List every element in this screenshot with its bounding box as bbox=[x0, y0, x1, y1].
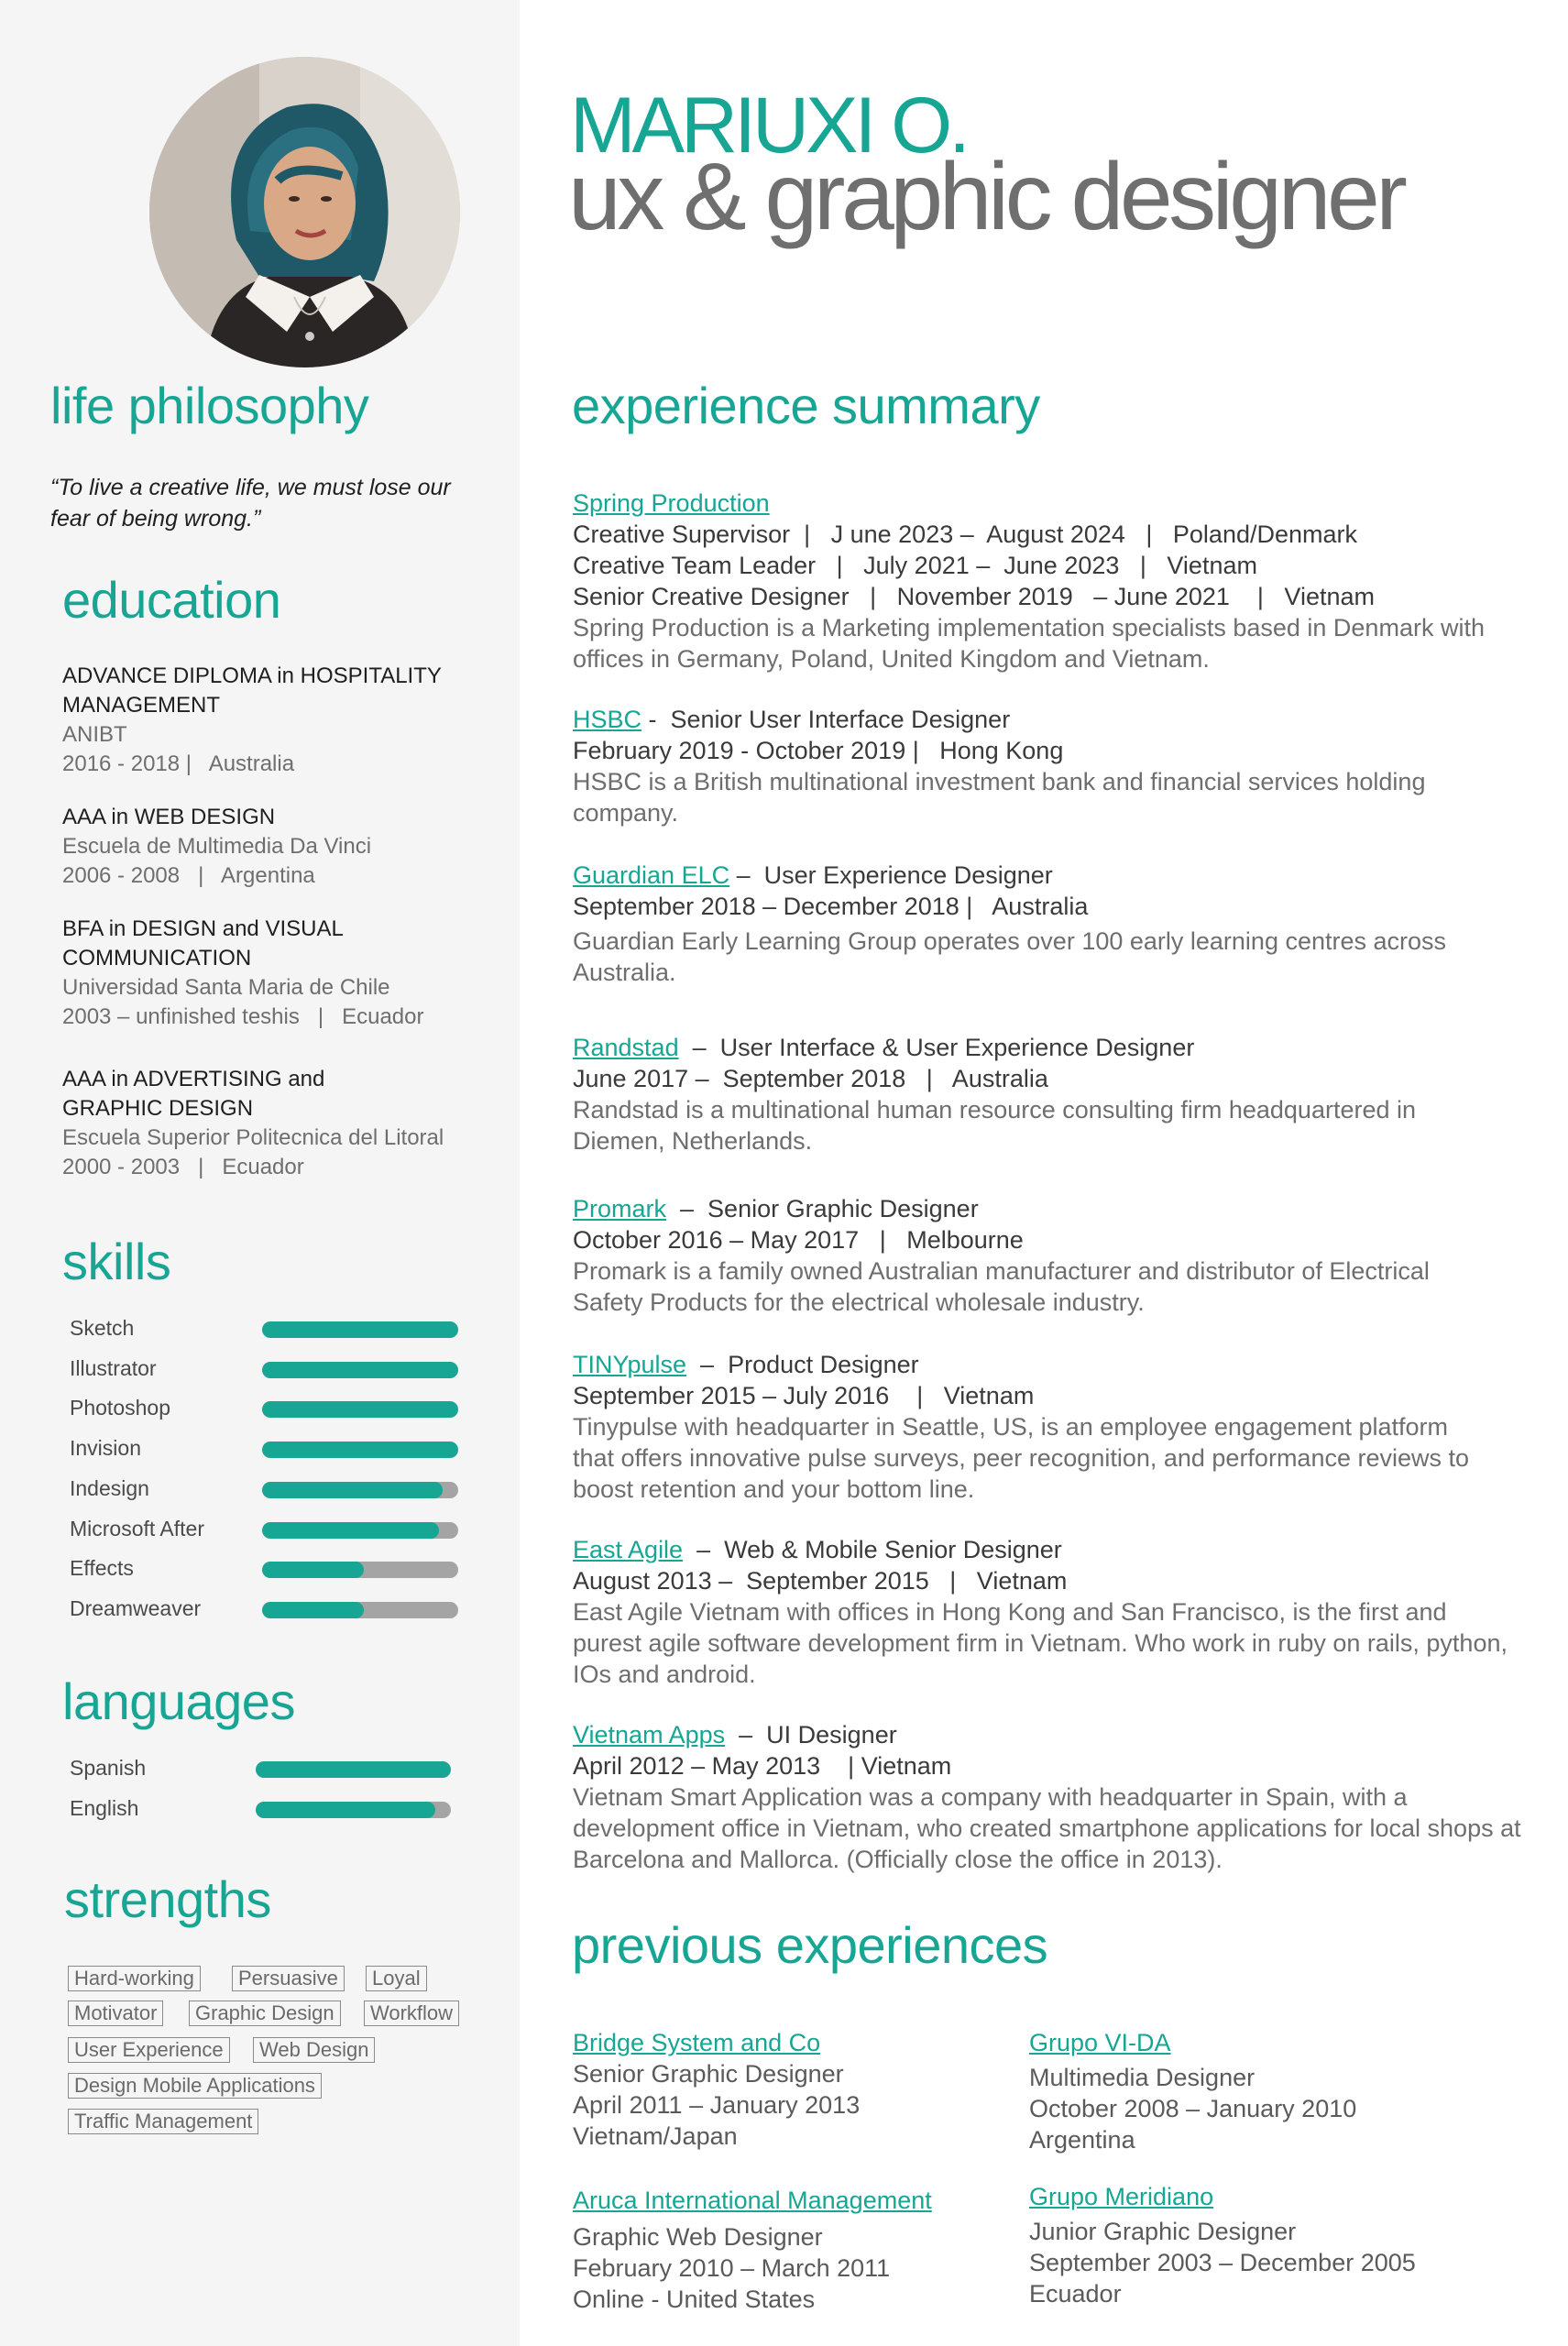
experience-dates: September 2018 – December 2018 | Australia bbox=[573, 893, 1089, 920]
skill-level-bar bbox=[262, 1362, 458, 1378]
education-degree: AAA in WEB DESIGN bbox=[62, 805, 276, 829]
previous-dates: October 2008 – January 2010 bbox=[1029, 2095, 1357, 2122]
previous-item bbox=[1029, 2027, 1487, 2155]
strength-tag: Motivator bbox=[68, 2001, 163, 2026]
previous-heading: previous experiences bbox=[572, 1916, 1048, 1974]
experience-description: Randstad is a multinational human resource consulting firm headquartered in Diemen, Netherlands. bbox=[573, 1096, 1417, 1155]
education-dates: 2003 – unfinished teshis | Ecuador bbox=[62, 1004, 424, 1029]
education-item bbox=[62, 803, 493, 891]
strength-tag: Web Design bbox=[253, 2037, 375, 2063]
company-link[interactable]: Guardian ELC bbox=[573, 861, 730, 889]
education-school: Universidad Santa Maria de Chile bbox=[62, 975, 390, 1000]
experience-heading: experience summary bbox=[572, 377, 1040, 434]
previous-item bbox=[573, 2185, 1031, 2315]
experience-dates: April 2012 – May 2013 | Vietnam bbox=[573, 1752, 952, 1780]
experience-dates: June 2017 – September 2018 | Australia bbox=[573, 1065, 1048, 1092]
experience-description: Spring Production is a Marketing implementation specialists based in Denmark with offices in Germany, Poland, United Kingdom and Vietnam. bbox=[573, 614, 1485, 673]
education-degree: BFA in DESIGN and VISUAL COMMUNICATION bbox=[62, 916, 343, 970]
company-link[interactable]: TINYpulse bbox=[573, 1351, 687, 1378]
skill-level-bar bbox=[262, 1602, 458, 1618]
experience-item bbox=[573, 1032, 1526, 1157]
company-link[interactable]: East Agile bbox=[573, 1536, 684, 1563]
skill-level-bar bbox=[262, 1321, 458, 1338]
company-link[interactable]: Vietnam Apps bbox=[573, 1721, 726, 1749]
strength-tag: Graphic Design bbox=[189, 2001, 341, 2026]
skill-label: Invision bbox=[70, 1436, 141, 1460]
education-dates: 2000 - 2003 | Ecuador bbox=[62, 1155, 304, 1179]
previous-place: Argentina bbox=[1029, 2126, 1135, 2154]
language-label: English bbox=[70, 1796, 139, 1820]
company-link[interactable]: Aruca International Management bbox=[573, 2187, 932, 2214]
strength-tag: Workflow bbox=[364, 2001, 459, 2026]
experience-item bbox=[573, 1534, 1526, 1690]
company-link[interactable]: Bridge System and Co bbox=[573, 2029, 821, 2056]
experience-description: Tinypulse with headquarter in Seattle, US, is an employee engagement platform that offers innovative pulse surveys, peer recognition, and performance reviews to boost retention and your bottom line. bbox=[573, 1413, 1470, 1503]
experience-item bbox=[573, 1719, 1526, 1875]
experience-dates: August 2013 – September 2015 | Vietnam bbox=[573, 1567, 1068, 1595]
education-item bbox=[62, 915, 429, 1032]
experience-position: – User Experience Designer bbox=[729, 861, 1053, 889]
experience-dates: October 2016 – May 2017 | Melbourne bbox=[573, 1226, 1024, 1254]
education-degree: AAA in ADVERTISING and GRAPHIC DESIGN bbox=[62, 1067, 325, 1121]
skill-level-bar bbox=[262, 1562, 458, 1578]
education-item bbox=[62, 1065, 444, 1182]
person-name: MARIUXI O. bbox=[570, 82, 968, 170]
experience-item bbox=[573, 488, 1526, 674]
skill-level-fill bbox=[262, 1321, 458, 1338]
previous-place: Ecuador bbox=[1029, 2280, 1122, 2308]
education-dates: 2006 - 2008 | Argentina bbox=[62, 863, 315, 888]
experience-description: Promark is a family owned Australian manufacturer and distributor of Electrical Safety Products for the electrical wholesale industry. bbox=[573, 1257, 1430, 1316]
previous-dates: February 2010 – March 2011 bbox=[573, 2254, 891, 2282]
previous-place: Vietnam/Japan bbox=[573, 2122, 738, 2150]
languages-heading: languages bbox=[62, 1672, 295, 1730]
experience-position: - Senior User Interface Designer bbox=[641, 706, 1011, 733]
skill-level-fill bbox=[262, 1562, 364, 1578]
strength-tag: Traffic Management bbox=[68, 2109, 258, 2134]
experience-position: – Product Designer bbox=[686, 1351, 919, 1378]
experience-dates: Creative Supervisor | J une 2023 – August 2024 | Poland/Denmark bbox=[573, 521, 1358, 548]
skill-level-fill bbox=[262, 1401, 458, 1418]
education-heading: education bbox=[62, 571, 281, 629]
strength-tag: User Experience bbox=[68, 2037, 230, 2063]
previous-role: Graphic Web Designer bbox=[573, 2223, 823, 2251]
language-level-fill bbox=[256, 1761, 451, 1778]
previous-place: Online - United States bbox=[573, 2286, 816, 2313]
education-degree: ADVANCE DIPLOMA in HOSPITALITY MANAGEMENT bbox=[62, 663, 442, 718]
education-item bbox=[62, 662, 493, 779]
skill-label: Photoshop bbox=[70, 1396, 170, 1420]
strength-tag: Design Mobile Applications bbox=[68, 2073, 322, 2099]
experience-item bbox=[573, 704, 1526, 828]
skill-level-bar bbox=[262, 1401, 458, 1418]
company-link[interactable]: HSBC bbox=[573, 706, 642, 733]
experience-dates: September 2015 – July 2016 | Vietnam bbox=[573, 1382, 1035, 1409]
education-school: ANIBT bbox=[62, 722, 127, 747]
previous-role: Senior Graphic Designer bbox=[573, 2060, 844, 2088]
previous-dates: April 2011 – January 2013 bbox=[573, 2091, 861, 2119]
skill-level-fill bbox=[262, 1442, 458, 1458]
skill-label: Microsoft After bbox=[70, 1517, 204, 1540]
company-link[interactable]: Grupo Meridiano bbox=[1029, 2183, 1214, 2210]
previous-item bbox=[1029, 2181, 1487, 2309]
job-title: ux & graphic designer bbox=[568, 144, 1404, 250]
philosophy-quote: “To live a creative life, we must lose our fear of being wrong.” bbox=[50, 475, 451, 532]
experience-position: – UI Designer bbox=[725, 1721, 897, 1749]
skill-level-fill bbox=[262, 1522, 439, 1539]
experience-dates: Senior Creative Designer | November 2019 – June 2021 | Vietnam bbox=[573, 583, 1375, 610]
strengths-heading: strengths bbox=[64, 1870, 271, 1928]
previous-dates: September 2003 – December 2005 bbox=[1029, 2249, 1416, 2276]
education-dates: 2016 - 2018 | Australia bbox=[62, 751, 295, 776]
company-link[interactable]: Grupo VI-DA bbox=[1029, 2029, 1171, 2056]
skill-level-bar bbox=[262, 1442, 458, 1458]
education-school: Escuela de Multimedia Da Vinci bbox=[62, 834, 372, 859]
experience-description: East Agile Vietnam with offices in Hong Kong and San Francisco, is the first and purest agile software development firm in Vietnam. Who work in ruby on rails, python, IOs and android. bbox=[573, 1598, 1508, 1688]
strength-tag: Loyal bbox=[366, 1966, 427, 1991]
skill-level-bar bbox=[262, 1482, 458, 1498]
experience-dates: Creative Team Leader | July 2021 – June 2023 | Vietnam bbox=[573, 552, 1257, 579]
previous-role: Multimedia Designer bbox=[1029, 2064, 1255, 2091]
main-content bbox=[520, 0, 1568, 2346]
experience-description: Vietnam Smart Application was a company with headquarter in Spain, with a development office in Vietnam, who created smartphone applications for local shops at Barcelona and Mallorca. (Officially close the office in 2013). bbox=[573, 1783, 1521, 1873]
skill-label: Sketch bbox=[70, 1316, 135, 1340]
strength-tag: Hard-working bbox=[68, 1966, 201, 1991]
experience-position: – Senior Graphic Designer bbox=[666, 1195, 979, 1222]
experience-position: – Web & Mobile Senior Designer bbox=[683, 1536, 1062, 1563]
experience-item bbox=[573, 1193, 1526, 1318]
company-link[interactable]: Spring Production bbox=[573, 489, 770, 517]
experience-dates: February 2019 - October 2019 | Hong Kong bbox=[573, 737, 1064, 764]
skill-label: Indesign bbox=[70, 1476, 149, 1500]
skill-label: Effects bbox=[70, 1556, 134, 1580]
experience-item bbox=[573, 860, 1526, 988]
previous-role: Junior Graphic Designer bbox=[1029, 2218, 1297, 2245]
experience-item bbox=[573, 1349, 1526, 1505]
skill-level-fill bbox=[262, 1362, 458, 1378]
experience-position: – User Interface & User Experience Designer bbox=[678, 1034, 1195, 1061]
language-level-bar bbox=[256, 1802, 451, 1818]
company-link[interactable]: Promark bbox=[573, 1195, 667, 1222]
education-school: Escuela Superior Politecnica del Litoral bbox=[62, 1125, 444, 1150]
skill-label: Dreamweaver bbox=[70, 1596, 202, 1620]
experience-description: Guardian Early Learning Group operates over 100 early learning centres across Australia. bbox=[573, 927, 1447, 986]
skills-heading: skills bbox=[62, 1233, 171, 1290]
skill-level-bar bbox=[262, 1522, 458, 1539]
language-label: Spanish bbox=[70, 1756, 147, 1780]
experience-description: HSBC is a British multinational investment bank and financial services holding company. bbox=[573, 768, 1426, 827]
language-level-fill bbox=[256, 1802, 435, 1818]
skill-level-fill bbox=[262, 1482, 443, 1498]
skill-label: Illustrator bbox=[70, 1356, 157, 1380]
skill-level-fill bbox=[262, 1602, 364, 1618]
strength-tag: Persuasive bbox=[232, 1966, 345, 1991]
avatar bbox=[149, 57, 460, 367]
language-level-bar bbox=[256, 1761, 451, 1778]
company-link[interactable]: Randstad bbox=[573, 1034, 679, 1061]
philosophy-heading: life philosophy bbox=[50, 377, 369, 434]
previous-item bbox=[573, 2027, 1031, 2152]
